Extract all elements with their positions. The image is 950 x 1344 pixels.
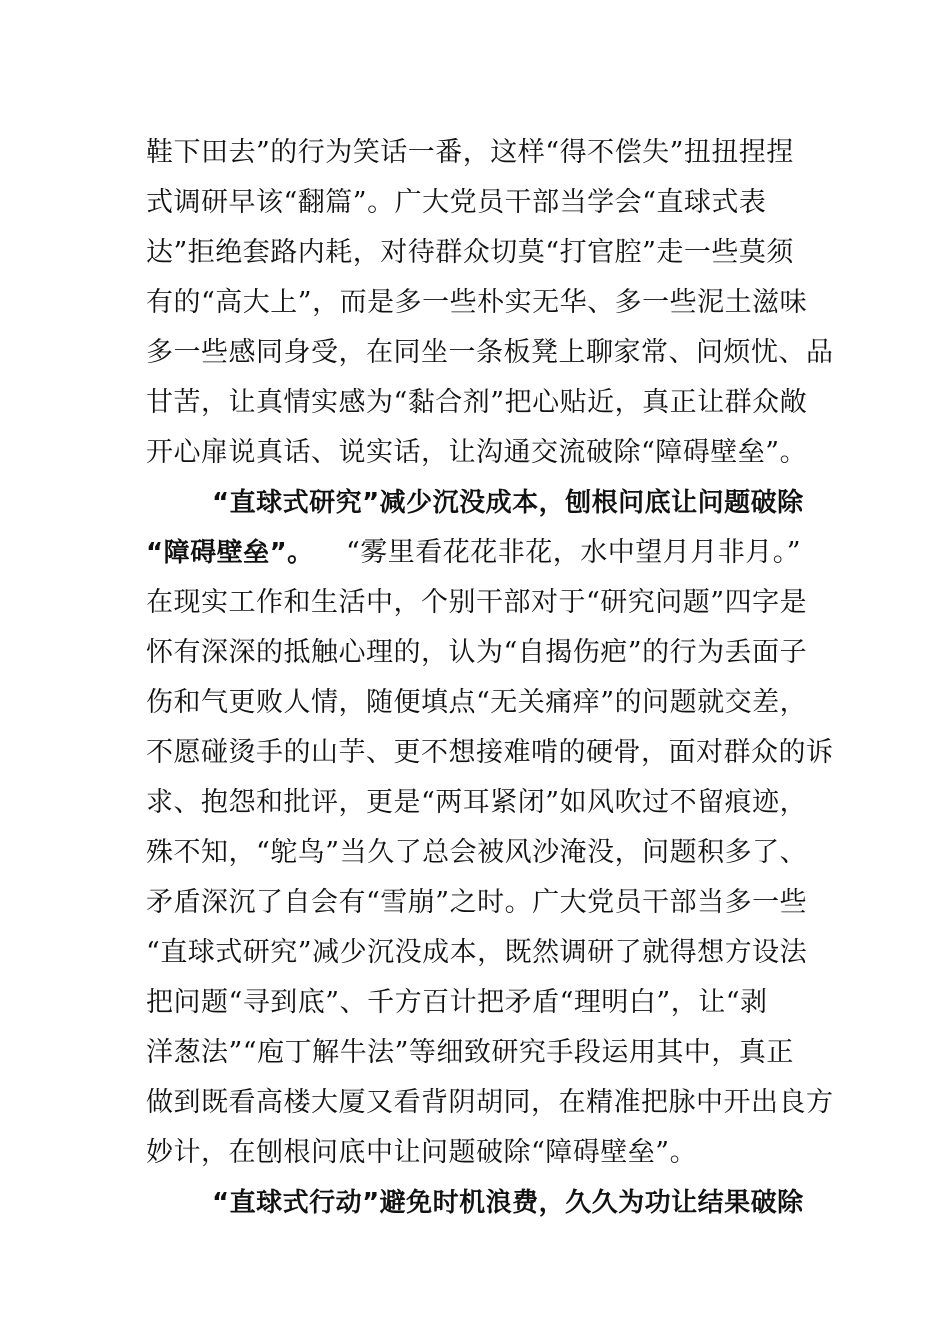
text-line: 达”拒绝套路内耗，对待群众切莫“打官腔”走一些莫须: [146, 237, 794, 268]
text-line: 多一些感同身受，在同坐一条板凳上聊家常、问烦忧、品: [146, 337, 834, 368]
text-line: 殊不知，“鸵鸟”当久了总会被风沙淹没，问题积多了、: [146, 837, 808, 868]
text-line: 在现实工作和生活中，个别干部对于“研究问题”四字是: [146, 587, 808, 618]
text-line: 有的“高大上”，而是多一些朴实无华、多一些泥土滋味: [146, 287, 808, 318]
text-line: 妙计，在刨根问底中让问题破除“障碍壁垒”。: [146, 1137, 698, 1168]
quote-text: “雾里看花花非花，水中望月月非月。”: [346, 537, 802, 568]
text-line: 求、抱怨和批评，更是“两耳紧闭”如风吹过不留痕迹，: [146, 787, 808, 818]
text-line: “直球式研究”减少沉没成本，既然调研了就得想方设法: [146, 937, 808, 968]
text-line: 伤和气更败人情，随便填点“无关痛痒”的问题就交差，: [146, 687, 808, 718]
text-line: 开心扉说真话、说实话，让沟通交流破除“障碍壁垒”。: [146, 437, 808, 468]
text-line: 把问题“寻到底”、千方百计把矛盾“理明白”，让“剥: [146, 987, 768, 1018]
section-heading: “直球式行动”避免时机浪费，久久为功让结果破除: [212, 1188, 804, 1218]
text-line: 做到既看高楼大厦又看背阴胡同，在精准把脉中开出良方: [146, 1087, 834, 1118]
text-line: 怀有深深的抵触心理的，认为“自揭伤疤”的行为丢面子: [146, 637, 808, 668]
text-line: 不愿碰烫手的山芋、更不想接难啃的硬骨，面对群众的诉: [146, 737, 834, 768]
text-line: 洋葱法”“庖丁解牛法”等细致研究手段运用其中，真正: [146, 1037, 794, 1068]
text-line: 鞋下田去”的行为笑话一番，这样“得不偿失”扭扭捏捏: [146, 137, 794, 168]
text-line: 甘苦，让真情实感为“黏合剂”把心贴近，真正让群众敞: [146, 387, 808, 418]
section-heading: “直球式研究”减少沉没成本，刨根问底让问题破除: [212, 488, 804, 518]
text-line: 矛盾深沉了自会有“雪崩”之时。广大党员干部当多一些: [146, 887, 808, 918]
text-line: 式调研早该“翻篇”。广大党员干部当学会“直球式表: [146, 187, 767, 218]
section-heading-continued: “障碍壁垒”。: [146, 538, 314, 568]
